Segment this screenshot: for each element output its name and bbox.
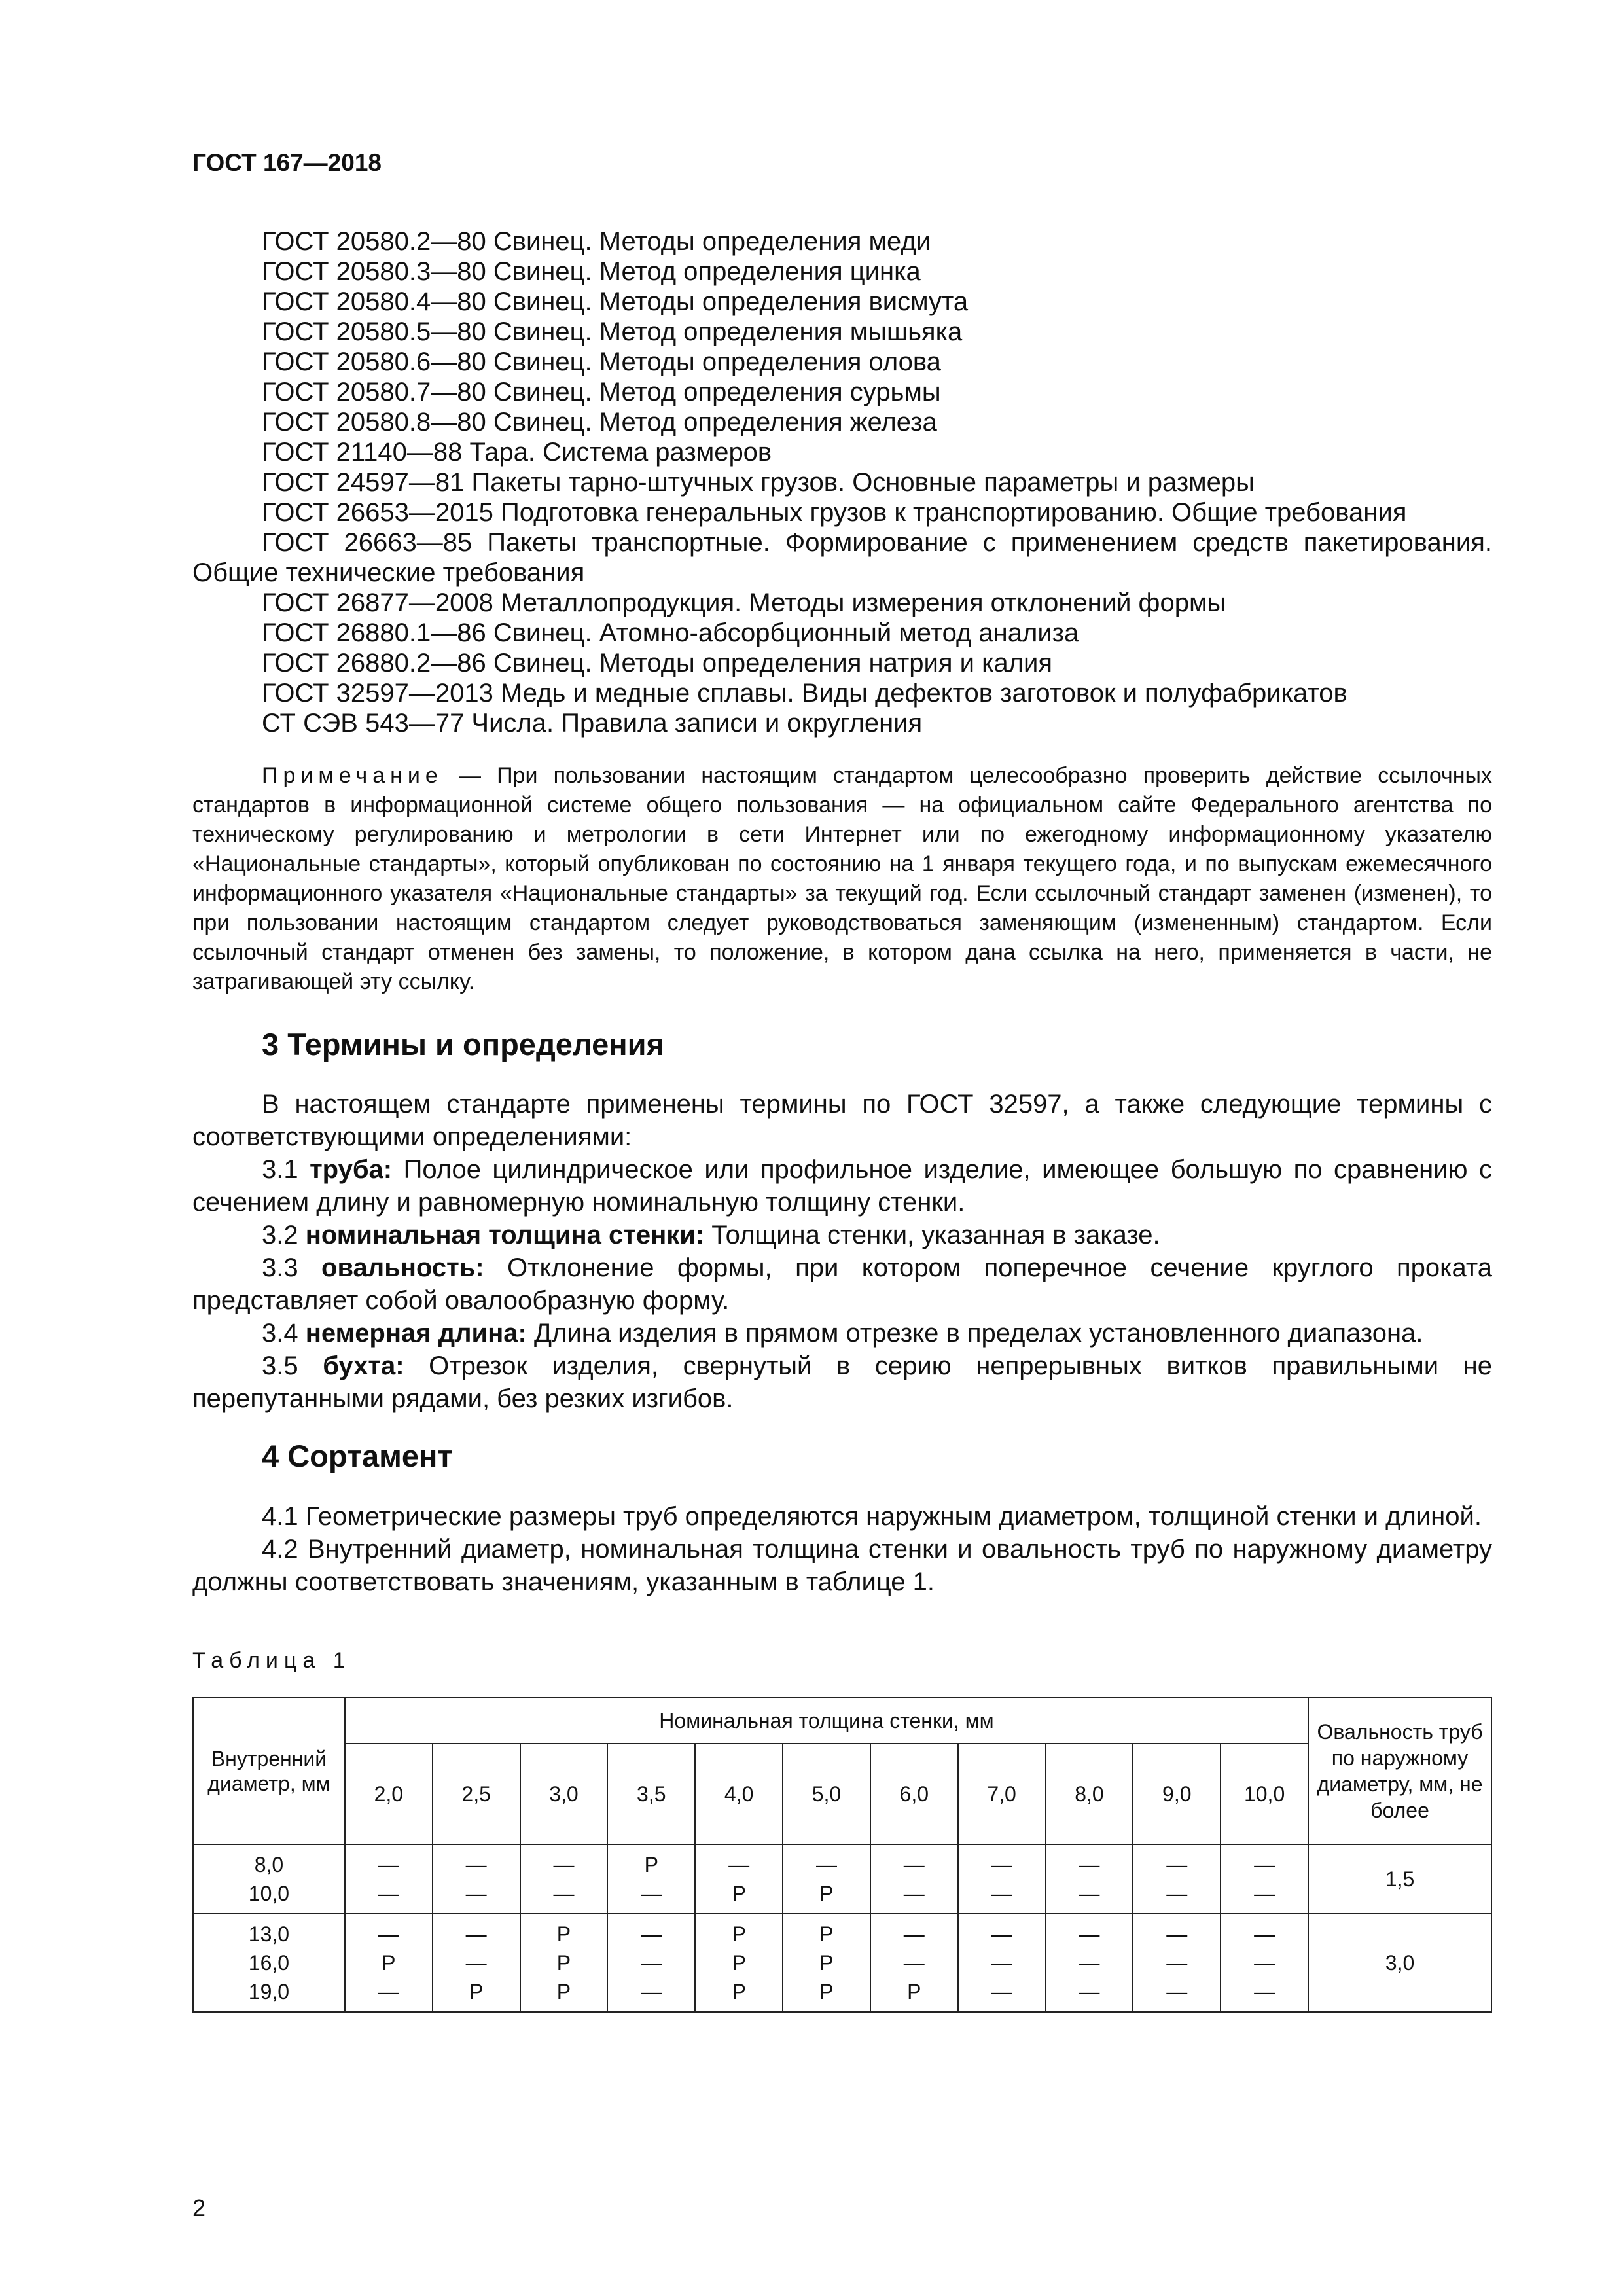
note-text: — При пользовании настоящим стандартом целесообразно проверить действие ссылочных стандартов в информационной системе общего пользования — на официальном сайте Федерального агентства по техническому регулированию и метрологии в сети Интернет или по ежегодному информационному указателю «Национальные стандарты», который опубликован по состоянию на 1 января текущего года, и по выпускам ежемесячного информационного указателя «Национальные стандарты» за текущий год. Если ссылочный стандарт заменен (изменен), то при пользовании настоящим стандартом следует руководствоваться заменяющим (измененным) стандартом. Если ссылочный стандарт отменен без замены, то положение, в котором дана ссылка на него, применяется в части, не затрагивающей эту ссылку. [192, 763, 1492, 994]
thickness-header-row [193, 1744, 1491, 1844]
reference-item: ГОСТ 20580.2—80 Свинец. Методы определения меди [262, 227, 931, 256]
reference-item: ГОСТ 20580.4—80 Свинец. Методы определения висмута [262, 287, 969, 316]
reference-item: ГОСТ 26653—2015 Подготовка генеральных грузов к транспортированию. Общие требования [262, 498, 1407, 527]
availability-cell: — — Р [870, 1914, 958, 2012]
note-label: Примечание [262, 763, 443, 788]
term-item [192, 1317, 1492, 1350]
term-number: 3.1 [262, 1155, 310, 1184]
reference-item: ГОСТ 32597—2013 Медь и медные сплавы. Виды дефектов заготовок и полуфабрикатов [262, 679, 1347, 708]
term-definition: Полое цилиндрическое или профильное изделие, имеющее большую по сравнению с сечением длину и равномерную номинальную толщину стенки. [192, 1155, 1492, 1217]
availability-cell: — — Р [433, 1914, 520, 2012]
availability-cell: — — [1221, 1844, 1308, 1914]
section-3-heading: 3 Термины и определения [262, 1027, 664, 1062]
availability-cell: — Р — [345, 1914, 433, 2012]
thickness-header-cell: 4,0 [695, 1744, 783, 1844]
clause-4-2: 4.2 Внутренний диаметр, номинальная толщина стенки и овальность труб по наружному диаметру должны соответствовать значениям, указанным в таблице 1. [192, 1535, 1492, 1596]
ovality-cell: 3,0 [1308, 1914, 1491, 2012]
reference-item: ГОСТ 21140—88 Тара. Система размеров [262, 438, 772, 467]
term-definition: Толщина стенки, указанная в заказе. [704, 1221, 1160, 1249]
term-item [192, 1153, 1492, 1219]
reference-item: ГОСТ 26880.1—86 Свинец. Атомно-абсорбционный метод анализа [262, 619, 1079, 647]
availability-cell: Р Р Р [520, 1914, 608, 2012]
diameter-cell: 8,0 10,0 [193, 1844, 345, 1914]
availability-cell: — — [1133, 1844, 1221, 1914]
page-number: 2 [192, 2195, 206, 2221]
header-ovality: Овальность труб по наружному диаметру, мм, не более [1308, 1698, 1491, 1844]
reference-item: ГОСТ 24597—81 Пакеты тарно-штучных грузов. Основные параметры и размеры [262, 468, 1255, 497]
thickness-header-cell: 7,0 [958, 1744, 1046, 1844]
availability-cell: — — — [1133, 1914, 1221, 2012]
ovality-cell: 1,5 [1308, 1844, 1491, 1914]
availability-cell: — — — [607, 1914, 695, 2012]
thickness-header-cell: 2,5 [433, 1744, 520, 1844]
reference-item: ГОСТ 26877—2008 Металлопродукция. Методы измерения отклонений формы [262, 588, 1226, 617]
thickness-header-cell: 5,0 [783, 1744, 870, 1844]
availability-cell: — — [345, 1844, 433, 1914]
table-row [193, 1914, 1491, 2012]
term-item [192, 1219, 1492, 1251]
availability-cell: — — — [1046, 1914, 1133, 2012]
reference-item: ГОСТ 20580.6—80 Свинец. Методы определения олова [262, 348, 941, 376]
availability-cell: — — [433, 1844, 520, 1914]
term-number: 3.5 [262, 1352, 323, 1380]
availability-cell: Р — [607, 1844, 695, 1914]
availability-cell: — — [1046, 1844, 1133, 1914]
thickness-header-cell: 9,0 [1133, 1744, 1221, 1844]
thickness-header-cell: 3,0 [520, 1744, 608, 1844]
table-caption: Таблица 1 [192, 1648, 351, 1673]
term-name: овальность: [321, 1253, 484, 1282]
term-item [192, 1251, 1492, 1317]
header-wall-thickness: Номинальная толщина стенки, мм [345, 1698, 1308, 1744]
page-header: ГОСТ 167—2018 [192, 149, 382, 176]
availability-cell: — — [958, 1844, 1046, 1914]
reference-item: ГОСТ 26663—85 Пакеты транспортные. Формирование с применением средств пакетирования. Общие технические требования [192, 528, 1492, 587]
availability-cell: — — — [958, 1914, 1046, 2012]
thickness-header-cell: 6,0 [870, 1744, 958, 1844]
term-name: труба: [310, 1155, 393, 1184]
availability-cell: — — [870, 1844, 958, 1914]
reference-item: ГОСТ 20580.5—80 Свинец. Метод определения мышьяка [262, 317, 963, 346]
thickness-header-cell: 10,0 [1221, 1744, 1308, 1844]
reference-item: ГОСТ 20580.3—80 Свинец. Метод определения цинка [262, 257, 921, 286]
diameter-cell: 13,0 16,0 19,0 [193, 1914, 345, 2012]
thickness-header-cell: 3,5 [607, 1744, 695, 1844]
term-name: бухта: [323, 1352, 404, 1380]
term-number: 3.2 [262, 1221, 306, 1249]
thickness-header-cell: 8,0 [1046, 1744, 1133, 1844]
term-name: немерная длина: [305, 1319, 527, 1348]
section-4-heading: 4 Сортамент [262, 1439, 453, 1473]
availability-cell: — Р [695, 1844, 783, 1914]
availability-cell: — Р [783, 1844, 870, 1914]
availability-cell: — — — [1221, 1914, 1308, 2012]
term-name: номинальная толщина стенки: [305, 1221, 705, 1249]
reference-item: ГОСТ 20580.8—80 Свинец. Метод определения железа [262, 408, 937, 437]
table-row [193, 1844, 1491, 1914]
section-4-body [192, 1500, 1492, 1598]
table-1 [192, 1697, 1492, 2013]
availability-cell: — — [520, 1844, 608, 1914]
reference-item: ГОСТ 20580.7—80 Свинец. Метод определения сурьмы [262, 378, 941, 406]
term-number: 3.3 [262, 1253, 322, 1282]
thickness-header-cell: 2,0 [345, 1744, 433, 1844]
term-definition: Отрезок изделия, свернутый в серию непрерывных витков правильными не перепутанными рядами, без резких изгибов. [192, 1352, 1493, 1413]
clause-4-1: 4.1 Геометрические размеры труб определяются наружным диаметром, толщиной стенки и длиной. [262, 1502, 1482, 1531]
header-inner-diameter: Внутренний диаметр, мм [193, 1698, 345, 1844]
term-definition: Отклонение формы, при котором поперечное сечение круглого проката представляет собой овалообразную форму. [192, 1253, 1493, 1315]
term-definition: Длина изделия в прямом отрезке в пределах установленного диапазона. [526, 1319, 1423, 1348]
table-body [193, 1844, 1491, 2012]
reference-item: СТ СЭВ 543—77 Числа. Правила записи и округления [262, 709, 923, 738]
availability-cell: Р Р Р [783, 1914, 870, 2012]
availability-cell: Р Р Р [695, 1914, 783, 2012]
section-3-intro: В настоящем стандарте применены термины по ГОСТ 32597, а также следующие термины с соответствующими определениями: [192, 1090, 1492, 1151]
normative-references-list [192, 226, 1492, 738]
reference-item: ГОСТ 26880.2—86 Свинец. Методы определения натрия и калия [262, 649, 1053, 677]
term-item [192, 1350, 1492, 1415]
terms-list [192, 1153, 1492, 1415]
note-paragraph [192, 761, 1492, 997]
section-3-body [192, 1088, 1492, 1415]
term-number: 3.4 [262, 1319, 306, 1348]
